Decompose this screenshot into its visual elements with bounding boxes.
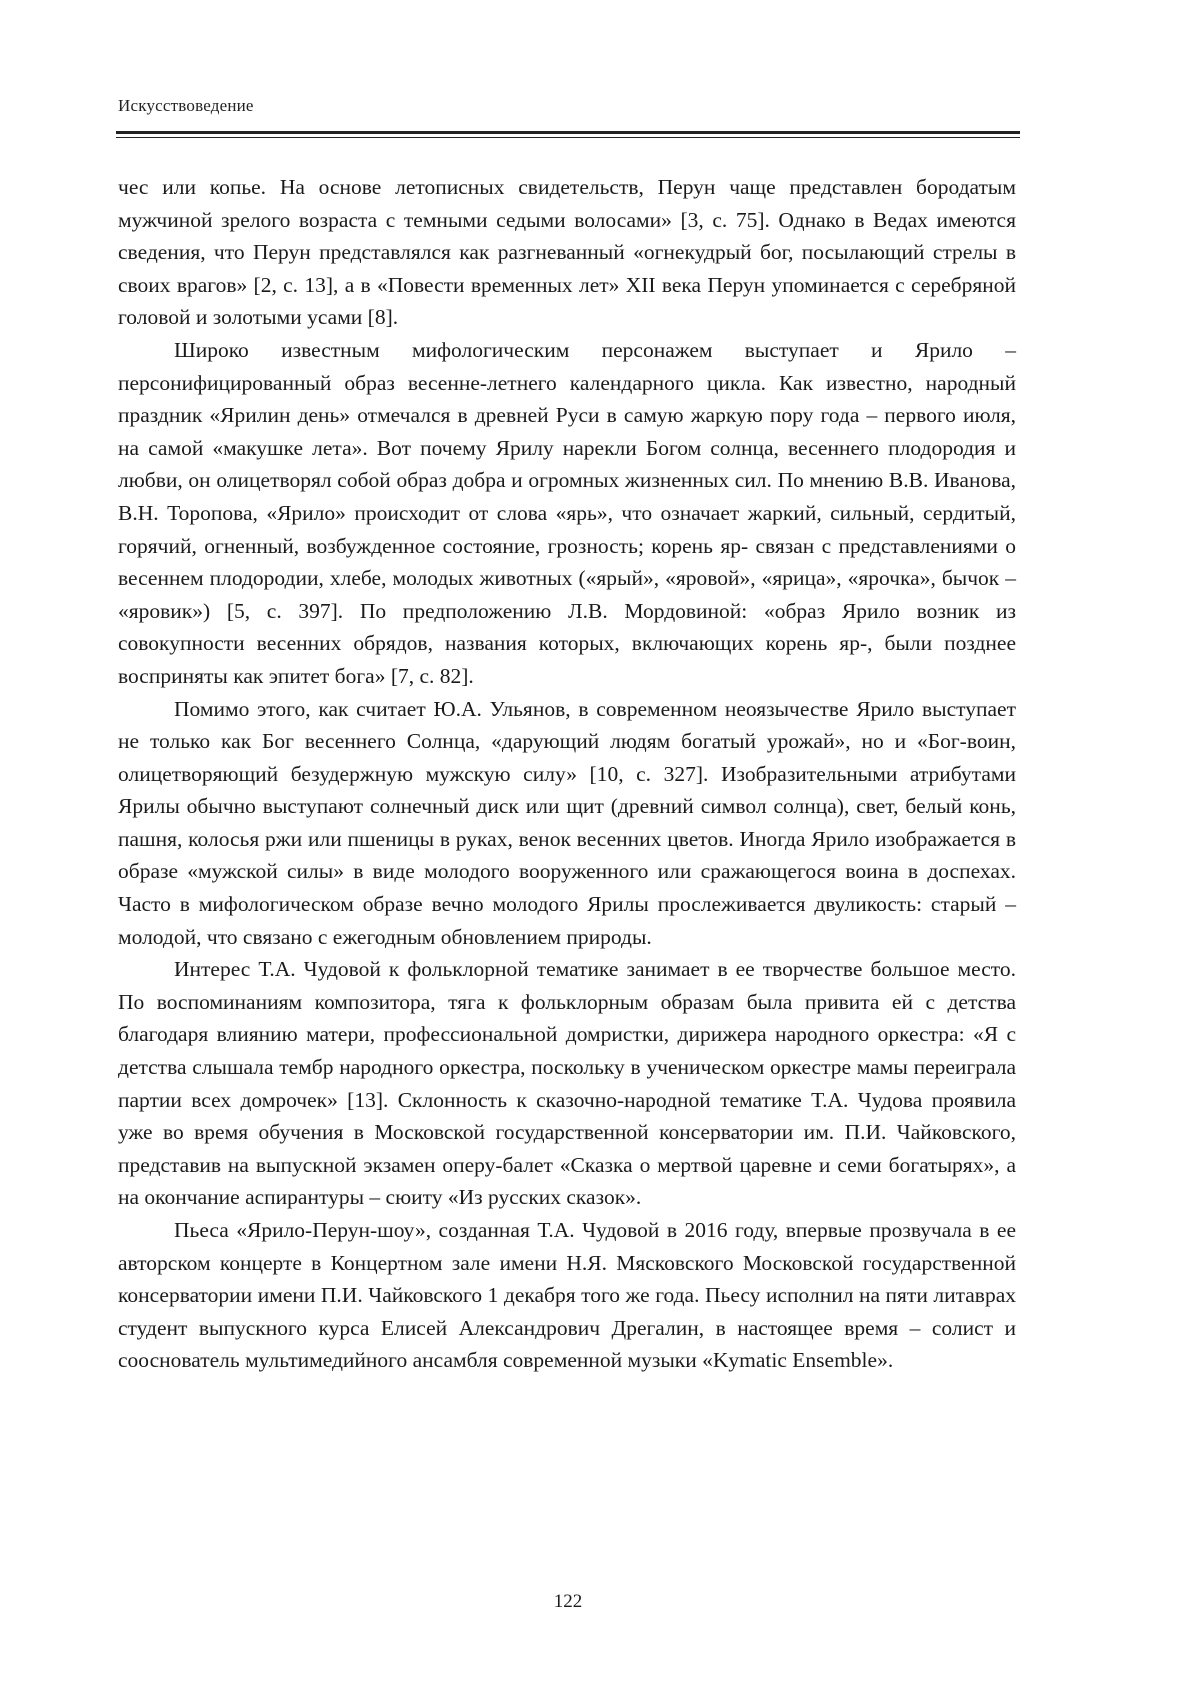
running-header: Искусствоведение <box>118 96 254 115</box>
header-rule-thick <box>116 131 1020 134</box>
paragraph-continuation: чес или копье. На основе летописных свидетельств, Перун чаще представлен бородатым мужчиной зрелого возраста с темными седыми волосами» [3, с. 75]. Однако в Ведах имеются сведения, что Перун представлялся как разгневанный «огнекудрый бог, посылающий стрелы в своих врагов» [2, с. 13], а в «Повести временных лет» XII века Перун упоминается с серебряной головой и золотыми усами [8]. <box>118 175 1016 330</box>
paragraph-chudova-folklore: Интерес Т.А. Чудовой к фольклорной тематике занимает в ее творчестве большое место. По воспоминаниям композитора, тяга к фольклорным образам была привита ей с детства благодаря влиянию матери, профессиональной домристки, дирижера народного оркестра: «Я с детства слышала тембр народного оркестра, поскольку в ученическом оркестре мамы переиграла партии всех домрочек» [13]. Склонность к сказочно-народной тематике Т.А. Чудова проявила уже во время обучения в Московской государственной консерватории им. П.И. Чайковского, представив на выпускной экзамен оперу-балет «Сказка о мертвой царевне и семи богатырях», а на окончание аспирантуры – сюиту «Из русских сказок». <box>118 957 1016 1210</box>
paragraph-neopaganism: Помимо этого, как считает Ю.А. Ульянов, в современном неоязычестве Ярило выступает не только как Бог весеннего Солнца, «дарующий людям богатый урожай», но и «Бог-воин, олицетворяющий безудержную мужскую силу» [10, с. 327]. Изобразительными атрибутами Ярилы обычно выступают солнечный диск или щит (древний символ солнца), свет, белый конь, пашня, колосья ржи или пшеницы в руках, венок весенних цветов. Иногда Ярило изображается в образе «мужской силы» в виде молодого вооруженного или сражающегося воина в доспехах. Часто в мифологическом образе вечно молодого Ярилы прослеживается двуликость: старый – молодой, что связано с ежегодным обновлением природы. <box>118 696 1016 949</box>
paragraph-piece-premiere: Пьеса «Ярило-Перун-шоу», созданная Т.А. Чудовой в 2016 году, впервые прозвучала в ее авторском концерте в Концертном зале имени Н.Я. Мясковского Московской государственной консерватории имени П.И. Чайковского 1 декабря того же года. Пьесу исполнил на пяти литаврах студент выпускного курса Елисей Александрович Дрегалин, в настоящее время – солист и сооснователь мультимедийного ансамбля современной музыки «Kymatic Ensemble». <box>118 1218 1016 1373</box>
header-rule-thin <box>116 137 1020 138</box>
article-body <box>118 171 1016 1377</box>
paragraph-yarilo: Широко известным мифологическим персонажем выступает и Ярило – персонифицированный образ весенне-летнего календарного цикла. Как известно, народный праздник «Ярилин день» отмечался в древней Руси в самую жаркую пору года – первого июля, на самой «макушке лета». Вот почему Ярилу нарекли Богом солнца, весеннего плодородия и любви, он олицетворял собой образ добра и огромных жизненных сил. По мнению В.В. Иванова, В.Н. Торопова, «Ярило» происходит от слова «ярь», что означает жаркий, сильный, сердитый, горячий, огненный, возбужденное состояние, грозность; корень яр- связан с представлениями о весеннем плодородии, хлебе, молодых животных («ярый», «яровой», «ярица», «ярочка», бычок – «яровик») [5, с. 397]. По предположению Л.В. Мордовиной: «образ Ярило возник из совокупности весенних обрядов, названия которых, включающих корень яр-, были позднее восприняты как эпитет бога» [7, с. 82]. <box>118 337 1016 688</box>
page-number: 122 <box>553 1591 583 1612</box>
